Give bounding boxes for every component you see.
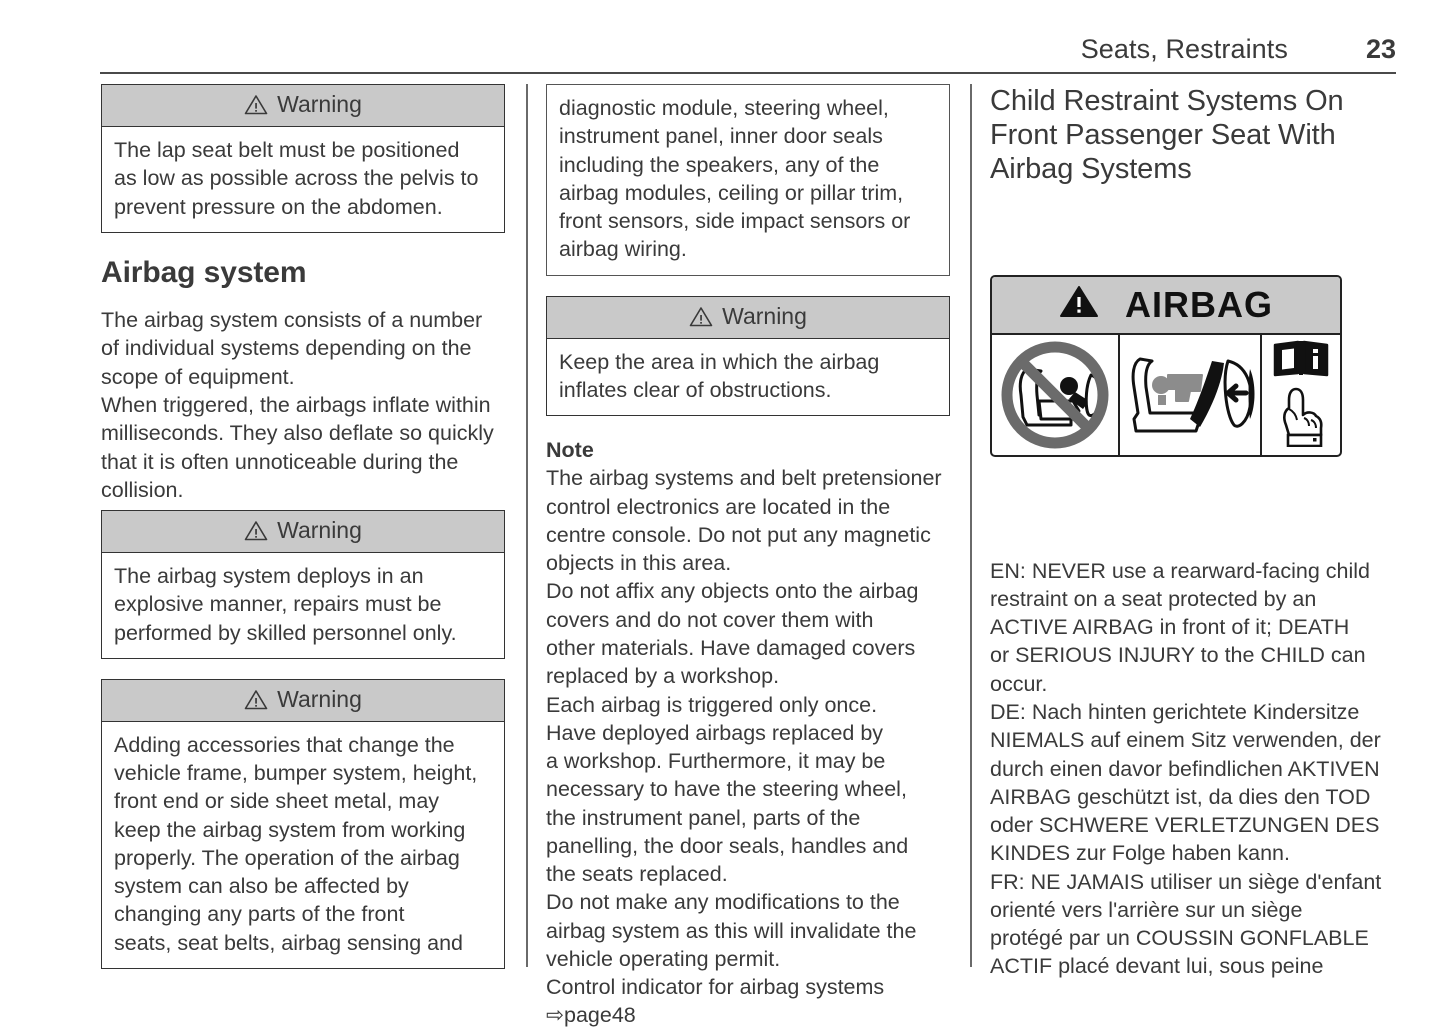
body-line: objects in this area.	[546, 551, 732, 576]
page-reference-link[interactable]: ⇨page48	[546, 1003, 636, 1028]
column-divider-2	[970, 84, 972, 967]
multilang-line: NIEMALS auf einem Sitz verwenden, der	[990, 728, 1381, 753]
section-heading-child-restraint	[990, 84, 1400, 187]
warning-triangle-icon	[244, 689, 268, 710]
page-columns	[0, 84, 1445, 1028]
multilang-line: restraint on a seat protected by an	[990, 586, 1317, 611]
body-line: scope of equipment.	[101, 364, 295, 389]
body-line: other materials. Have damaged covers	[546, 635, 916, 660]
body-line: Each airbag is triggered only once.	[546, 692, 878, 717]
warning-box-lap-belt	[101, 84, 505, 233]
heading-line: Airbag Systems	[990, 153, 1192, 186]
heading-line: Child Restraint Systems On	[990, 85, 1344, 117]
warning-line: The lap seat belt must be positioned	[114, 138, 460, 162]
body-line: diagnostic module, steering wheel,	[559, 96, 889, 120]
no-rear-facing-child-seat-icon	[992, 335, 1120, 455]
warning-line: front end or side sheet metal, may	[114, 789, 440, 814]
warning-label: Warning	[277, 685, 362, 712]
body-line: Have deployed airbags replaced by	[546, 720, 884, 745]
multilang-line: KINDES zur Folge haben kann.	[990, 841, 1290, 866]
multilang-line: DE: Nach hinten gerichtete Kindersitze	[990, 699, 1360, 724]
column-2	[546, 84, 950, 1036]
body-line: Do not affix any objects onto the airbag	[546, 579, 919, 604]
manual-and-hand-icons	[1262, 335, 1340, 455]
multilang-line: FR: NE JAMAIS utiliser un siège d'enfant	[990, 869, 1382, 894]
warning-box-body	[102, 127, 504, 232]
note-body-text	[546, 464, 950, 1029]
warning-line: inflates clear of obstructions.	[559, 377, 832, 402]
body-line: covers and do not cover them with	[546, 607, 874, 632]
warning-continuation-box	[546, 84, 950, 276]
section-heading-airbag-system: Airbag system	[101, 255, 307, 289]
page-header	[100, 34, 1396, 70]
warning-line: Adding accessories that change the	[114, 732, 455, 757]
multilingual-warning-text	[990, 557, 1400, 981]
body-line: Do not make any modifications to the	[546, 890, 900, 915]
warning-line: system can also be affected by	[114, 874, 409, 899]
multilang-line: ACTIF placé devant lui, sous peine	[990, 954, 1324, 979]
manual-book-info-icon	[1272, 338, 1330, 383]
heading-line: Front Passenger Seat With	[990, 119, 1336, 152]
body-line: replaced by a workshop.	[546, 664, 780, 689]
deploying-airbag-seat-icon	[1120, 335, 1262, 455]
body-line: including the speakers, any of the	[559, 152, 880, 177]
warning-label: Warning	[722, 302, 807, 329]
warning-triangle-icon	[244, 520, 268, 541]
warning-line: as low as possible across the pelvis to	[114, 166, 479, 191]
body-line: collision.	[101, 477, 184, 502]
warning-box-header	[547, 297, 949, 339]
multilang-line: protégé par un COUSSIN GONFLABLE	[990, 926, 1369, 951]
body-line: Control indicator for airbag systems	[546, 975, 885, 1000]
column-1	[101, 84, 505, 989]
airbag-warning-label-graphic	[990, 275, 1342, 457]
warning-box-header	[102, 680, 504, 722]
note-heading: Note	[546, 438, 594, 463]
warning-box-header	[102, 511, 504, 553]
body-line: panelling, the door seals, handles and	[546, 833, 909, 858]
airbag-label-title: AIRBAG	[1125, 283, 1273, 325]
body-line: of individual systems depending on the	[101, 336, 472, 361]
pointing-hand-icon	[1276, 385, 1326, 452]
body-line: When triggered, the airbags inflate within	[101, 392, 491, 417]
column-divider-1	[526, 84, 528, 967]
warning-label: Warning	[277, 517, 362, 544]
warning-triangle-icon	[689, 306, 713, 327]
multilang-line: oder SCHWERE VERLETZUNGEN DES	[990, 813, 1380, 838]
airbag-system-intro-text	[101, 306, 505, 504]
body-line: centre console. Do not put any magnetic	[546, 522, 931, 547]
body-line: milliseconds. They also deflate so quickly	[101, 421, 494, 446]
warning-line: The airbag system deploys in an	[114, 564, 424, 589]
body-line: the instrument panel, parts of the	[546, 805, 861, 830]
body-line: airbag system as this will invalidate the	[546, 918, 917, 943]
airbag-label-panels	[992, 335, 1340, 455]
body-line: The airbag systems and belt pretensioner	[546, 466, 942, 491]
header-rule	[100, 72, 1396, 74]
warning-line: properly. The operation of the airbag	[114, 845, 460, 870]
warning-label: Warning	[277, 91, 362, 117]
warning-box-keep-area-clear	[546, 296, 950, 417]
warning-box-explosive-deploy	[101, 510, 505, 659]
warning-triangle-icon	[244, 94, 268, 115]
body-line: airbag wiring.	[559, 237, 687, 262]
airbag-label-header	[992, 277, 1340, 335]
warning-line: performed by skilled personnel only.	[114, 620, 457, 645]
body-line: necessary to have the steering wheel,	[546, 777, 907, 802]
warning-line: Keep the area in which the airbag	[559, 349, 880, 374]
warning-box-body	[547, 339, 949, 416]
multilang-line: or SERIOUS INJURY to the CHILD can	[990, 643, 1366, 668]
body-line: control electronics are located in the	[546, 494, 891, 519]
body-line: front sensors, side impact sensors or	[559, 209, 911, 234]
warning-line: keep the airbag system from working	[114, 817, 466, 842]
warning-box-body	[102, 722, 504, 968]
body-line: that it is often unnoticeable during the	[101, 449, 459, 474]
multilang-line: EN: NEVER use a rearward-facing child	[990, 558, 1370, 583]
page-title: Seats, Restraints	[1080, 34, 1288, 64]
body-line: instrument panel, inner door seals	[559, 124, 883, 149]
body-line: a workshop. Furthermore, it may be	[546, 749, 886, 774]
warning-line: prevent pressure on the abdomen.	[114, 194, 443, 219]
warning-line: explosive manner, repairs must be	[114, 592, 442, 617]
multilang-line: occur.	[990, 671, 1048, 696]
multilang-line: durch einen davor befindlichen AKTIVEN	[990, 756, 1380, 781]
multilang-line: AIRBAG geschützt ist, da dies den TOD	[990, 784, 1371, 809]
column-3	[990, 84, 1400, 981]
warning-line: seats, seat belts, airbag sensing and	[114, 930, 463, 955]
warning-box-header	[102, 85, 504, 127]
page-number: 23	[1365, 34, 1396, 64]
multilang-line: orienté vers l'arrière sur un siège	[990, 897, 1303, 922]
warning-line: changing any parts of the front	[114, 902, 405, 927]
body-line: The airbag system consists of a number	[101, 308, 483, 333]
multilang-line: ACTIVE AIRBAG in front of it; DEATH	[990, 615, 1350, 640]
body-line: vehicle operating permit.	[546, 946, 781, 971]
warning-triangle-filled-icon	[1059, 285, 1099, 324]
warning-box-accessories	[101, 679, 505, 969]
warning-line: vehicle frame, bumper system, height,	[114, 761, 478, 786]
body-line: the seats replaced.	[546, 862, 728, 887]
body-line: airbag modules, ceiling or pillar trim,	[559, 180, 904, 205]
warning-box-body	[102, 553, 504, 658]
